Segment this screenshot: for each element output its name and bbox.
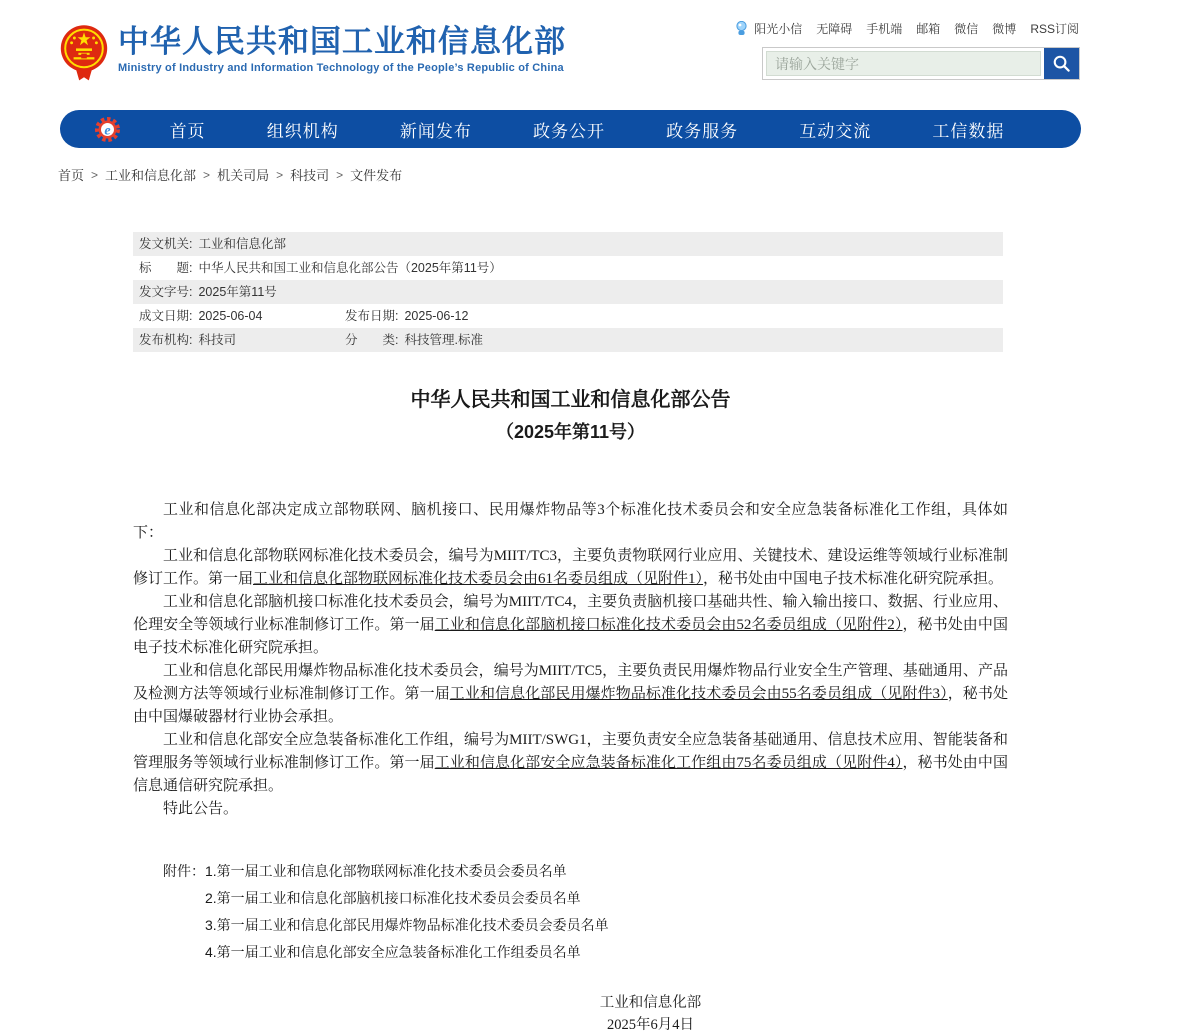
attachment-link-2[interactable]: 2.第一届工业和信息化部脑机接口标准化技术委员会委员名单: [205, 890, 581, 906]
meta-row-title: [133, 256, 1003, 280]
site-title: 中华人民共和国工业和信息化部: [118, 24, 566, 59]
site-subtitle: Ministry of Industry and Information Technology of the People’s Republic of China: [118, 62, 564, 74]
document-title: [133, 385, 1008, 449]
document-body: [133, 499, 1008, 821]
meta-value: 中华人民共和国工业和信息化部公告（2025年第11号）: [198, 261, 502, 275]
meta-label: 发文机关:: [139, 237, 193, 251]
attachment-link-1[interactable]: 1.第一届工业和信息化部物联网标准化技术委员会委员名单: [205, 863, 567, 879]
top-link-weibo[interactable]: 微博: [992, 22, 1017, 36]
breadcrumb-separator: >: [336, 167, 344, 182]
attachments-list: [205, 858, 609, 966]
meta-label: 发布机构:: [139, 333, 193, 347]
paragraph-text: ，秘书处由中国信息通信研究院承担。: [133, 755, 1008, 794]
nav-item-home[interactable]: 首页: [169, 121, 206, 141]
signature-org: 工业和信息化部: [599, 995, 702, 1011]
paragraph-text: 工业和信息化部脑机接口标准化技术委员会，编号为MIIT/TC4，主要负责脑机接口基础共性、输入输出接口、数据、行业应用、伦理安全等领域行业标准制修订工作。第一届: [133, 594, 1008, 633]
breadcrumb-separator: >: [91, 167, 99, 182]
top-link-mail[interactable]: 邮箱: [916, 22, 941, 36]
nav-item-news[interactable]: 新闻发布: [399, 121, 472, 141]
nav-items: [121, 117, 1081, 142]
meta-label: 成文日期:: [139, 309, 193, 323]
paragraph-bci-committee: [133, 591, 1008, 660]
top-link-mobile[interactable]: 手机端: [866, 22, 903, 36]
national-emblem-icon: [60, 24, 108, 84]
top-link-rss[interactable]: RSS订阅: [1030, 22, 1079, 36]
meta-label: 发文字号:: [139, 285, 193, 299]
breadcrumb-separator: >: [276, 167, 284, 182]
paragraph-intro: [133, 499, 1008, 545]
meta-row-dates: [133, 304, 1003, 328]
meta-cell: [139, 280, 277, 304]
search-bar: [762, 47, 1080, 80]
paragraph-text: ，秘书处由中国电子技术标准化研究院承担。: [703, 571, 1004, 587]
breadcrumb-separator: >: [203, 167, 211, 182]
nav-item-interaction[interactable]: 互动交流: [799, 121, 872, 141]
attachment1-inline-link[interactable]: 工业和信息化部物联网标准化技术委员会由61名委员组成（见附件1）: [253, 571, 704, 587]
paragraph-emergency-equipment-group: [133, 729, 1008, 798]
attachment2-inline-link[interactable]: 工业和信息化部脑机接口标准化技术委员会由52名委员组成（见附件2）: [434, 617, 903, 633]
paragraph-text: 工业和信息化部物联网标准化技术委员会，编号为MIIT/TC3，主要负责物联网行业应用、关键技术、建设运维等领域行业标准制修订工作。第一届: [133, 548, 1008, 587]
top-utility-links: [735, 20, 1079, 37]
search-icon: [1052, 54, 1071, 73]
paragraph-text: 工业和信息化部民用爆炸物品标准化技术委员会，编号为MIIT/TC5，主要负责民用爆炸物品行业安全生产管理、基础通用、产品及检测方法等领域行业标准制修订工作。第一届: [133, 663, 1008, 702]
nav-item-data[interactable]: 工信数据: [932, 121, 1005, 141]
meta-value: 工业和信息化部: [198, 237, 286, 251]
meta-value: 2025年第11号: [198, 285, 277, 299]
document-meta-table: [133, 232, 1003, 352]
site-logo-home-link[interactable]: [60, 24, 566, 84]
top-link-wechat[interactable]: 微信: [954, 22, 979, 36]
meta-label: 发布日期:: [345, 309, 399, 323]
signature-date: 2025年6月4日: [607, 1017, 694, 1033]
meta-value: 2025-06-04: [198, 309, 263, 323]
attachments-label: 附件：: [163, 863, 205, 879]
main-nav: [60, 110, 1081, 148]
paragraph-explosives-committee: [133, 660, 1008, 729]
breadcrumb-current-page: 文件发布: [350, 168, 403, 183]
meta-label: 分 类:: [345, 333, 399, 347]
meta-row-publisher-category: [133, 328, 1003, 352]
meta-row-issuing-authority: [133, 232, 1003, 256]
breadcrumb: [58, 165, 1201, 184]
nav-item-gov-services[interactable]: 政务服务: [666, 121, 739, 141]
nav-item-organization[interactable]: 组织机构: [266, 121, 339, 141]
paragraph-text: ，秘书处由中国电子技术标准化研究院承担。: [133, 617, 1008, 656]
attachment4-inline-link[interactable]: 工业和信息化部安全应急装备标准化工作组由75名委员组成（见附件4）: [434, 755, 903, 771]
nav-item-gov-disclosure[interactable]: 政务公开: [532, 121, 605, 141]
paragraph-text: ，秘书处由中国爆破器材行业协会承担。: [133, 686, 1008, 725]
meta-value: 科技司: [198, 333, 236, 347]
attachment-link-4[interactable]: 4.第一届工业和信息化部安全应急装备标准化工作组委员名单: [205, 944, 581, 960]
paragraph-text: 工业和信息化部安全应急装备标准化工作组，编号为MIIT/SWG1，主要负责安全应急装备基础通用、信息技术应用、智能装备和管理服务等领域行业标准制修订工作。第一届: [133, 732, 1008, 771]
paragraph-text: 工业和信息化部决定成立部物联网、脑机接口、民用爆炸物品等3个标准化技术委员会和安全应急装备标准化工作组，具体如下：: [133, 502, 1008, 541]
svg-text:e: e: [104, 123, 111, 138]
paragraph-iot-committee: [133, 545, 1008, 591]
search-input[interactable]: [766, 51, 1041, 76]
site-header: [0, 0, 1201, 100]
signature-block: [133, 992, 1008, 1036]
attachments-block: [133, 858, 1008, 966]
meta-label: 标 题:: [139, 261, 193, 275]
document-title-line1: 中华人民共和国工业和信息化部公告: [410, 389, 731, 411]
search-button[interactable]: [1044, 48, 1079, 79]
meta-row-document-number: [133, 280, 1003, 304]
meta-cell: [139, 232, 286, 256]
document-title-line2: （2025年第11号）: [495, 422, 646, 442]
site-title-block: [118, 24, 566, 74]
meta-cell: [345, 328, 483, 352]
miit-gear-logo-icon: [94, 116, 121, 143]
document-area: [133, 232, 1008, 1036]
breadcrumb-science-tech-dept[interactable]: 科技司: [290, 168, 330, 183]
top-link-accessibility[interactable]: 无障碍: [816, 22, 853, 36]
meta-value: 2025-06-12: [404, 309, 469, 323]
breadcrumb-home[interactable]: 首页: [58, 168, 85, 183]
meta-cell: [139, 256, 502, 280]
breadcrumb-departments[interactable]: 机关司局: [217, 168, 270, 183]
top-link-sunshine[interactable]: 阳光小信: [754, 22, 803, 36]
attachment-link-3[interactable]: 3.第一届工业和信息化部民用爆炸物品标准化技术委员会委员名单: [205, 917, 609, 933]
meta-cell: [139, 304, 345, 328]
paragraph-closing: [133, 798, 1008, 821]
attachment3-inline-link[interactable]: 工业和信息化部民用爆炸物品标准化技术委员会由55名委员组成（见附件3）: [449, 686, 948, 702]
sunshine-xiaoxin-icon: [735, 21, 748, 36]
meta-cell: [139, 328, 345, 352]
search-input-wrap: [763, 48, 1044, 79]
meta-value: 科技管理.标准: [404, 333, 483, 347]
paragraph-text: 特此公告。: [163, 801, 239, 817]
meta-cell: [345, 304, 468, 328]
breadcrumb-miit[interactable]: 工业和信息化部: [105, 168, 197, 183]
